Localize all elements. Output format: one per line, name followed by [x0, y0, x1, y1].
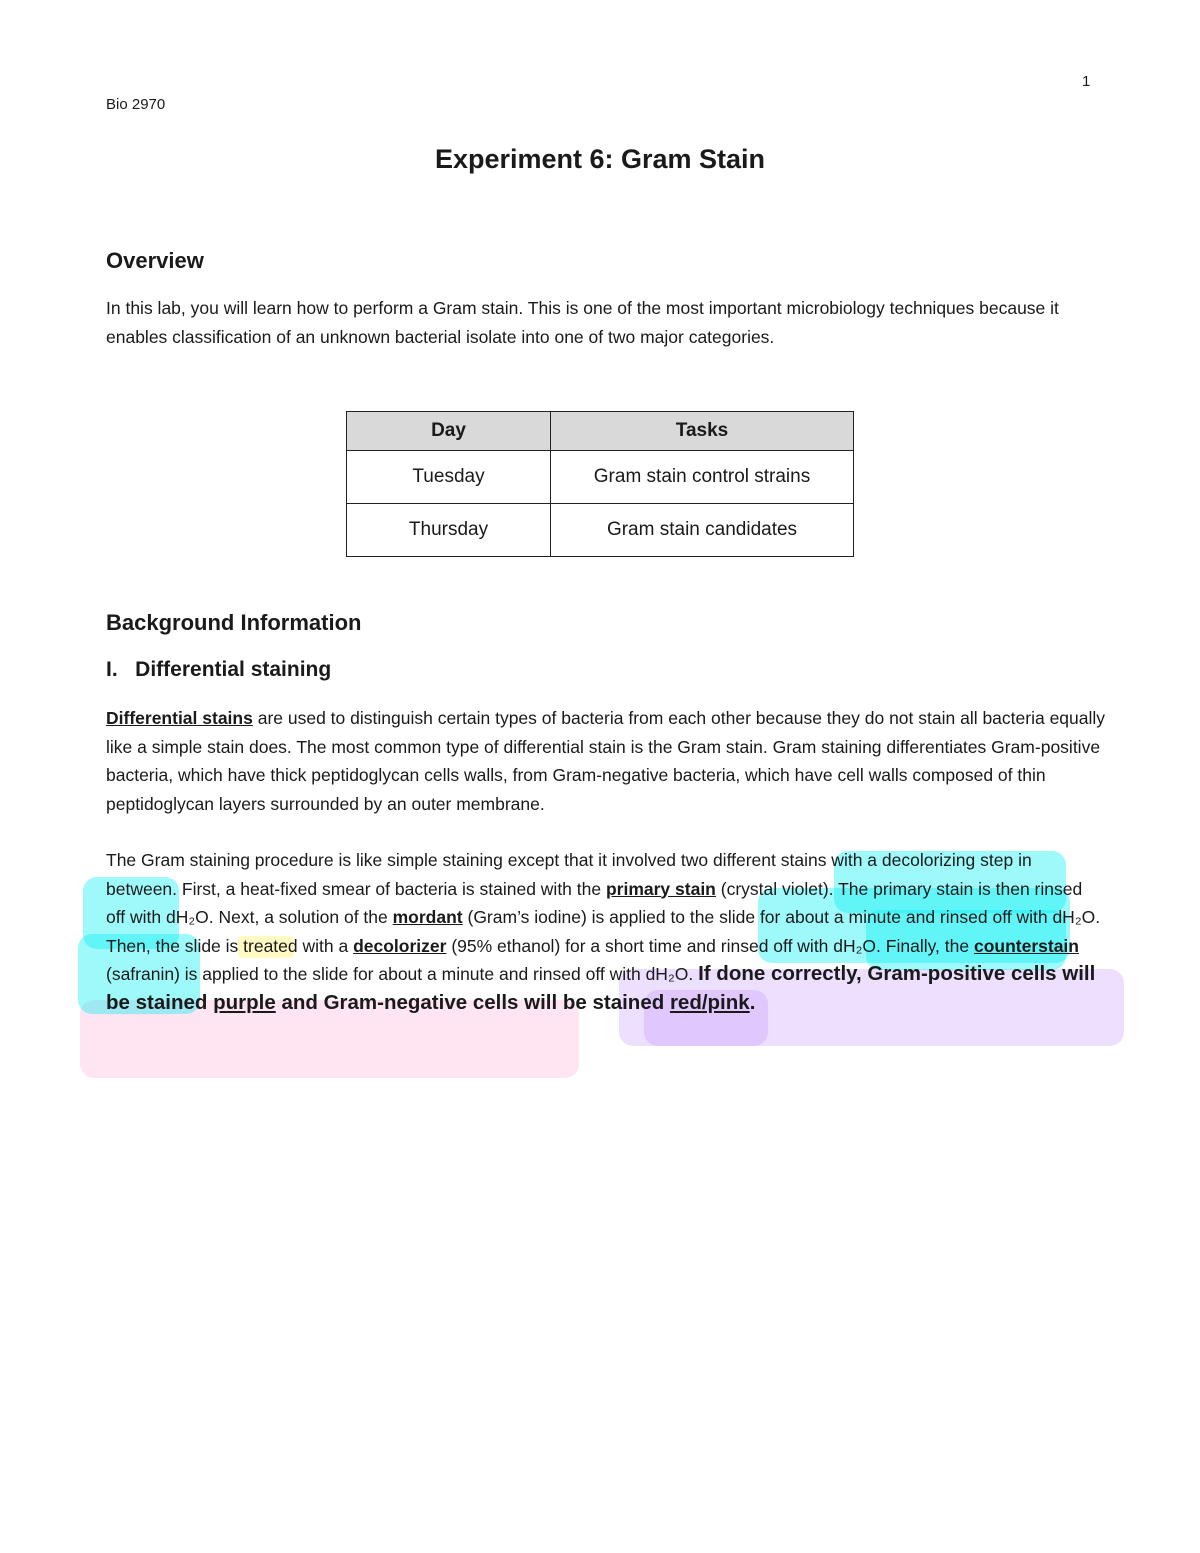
paragraph-text: (Gram’s iodine) is applied to the slide for: [462, 907, 786, 927]
document-title: Experiment 6: Gram Stain: [434, 144, 766, 174]
paragraph-text: (95% ethanol) for a short time and rinsed off with dH₂O. Finally, the: [446, 935, 974, 956]
gram-procedure-paragraph: [106, 846, 1106, 1017]
overview-paragraph: In this lab, you will learn how to perform a Gram stain. This is one of the most important microbiology techniques because it enables classification of an unknown bacterial isolate into one of two major categories.: [106, 298, 1059, 347]
course-header: Bio 2970: [106, 96, 166, 113]
paragraph-text: The Gram staining procedure is like simple staining except that it involved two different stains with a decolorizing step in between. First, a heat-fixed smear of bacteria is stained with the: [106, 850, 1032, 899]
schedule-table: [346, 411, 854, 557]
word-about: about: [785, 907, 830, 927]
term-mordant: mordant: [392, 907, 463, 927]
table-cell-task: Gram stain candidates: [551, 504, 854, 557]
column-header-tasks: Tasks: [551, 412, 854, 451]
color-purple-label: purple: [213, 990, 276, 1014]
color-red-pink-label: red/pink: [669, 990, 750, 1014]
paragraph-text: are used to distinguish certain types of bacteria from each other because they do not stain all bacteria equally like a simple stain does. The most common type of differential stain is the Gram stain. Gram staining differentiates Gram-positive bacteria, which have thick peptidoglycan cells walls, from Gram-negative bacteria, which have cell walls composed of thin peptidoglycan layers surrounded by an outer membrane.: [106, 708, 1106, 814]
table-row: [347, 451, 854, 504]
result-text: .: [749, 990, 756, 1014]
background-heading: Background Information: [106, 610, 362, 635]
table-cell-task: Gram stain control strains: [551, 451, 854, 504]
column-header-day: Day: [347, 412, 551, 451]
term-primary-stain: primary stain: [605, 878, 716, 899]
term-differential-stains: Differential stains: [106, 708, 253, 728]
table-row: [347, 504, 854, 557]
paragraph-text: (safranin) is applied to the slide for about a minute and rinsed off with dH₂O.: [106, 964, 699, 984]
result-text: If done correctly, Gram-positive cells will be stained: [106, 962, 1096, 1014]
subsection-heading: I. Differential staining: [106, 658, 332, 681]
table-cell-day: Thursday: [347, 504, 551, 557]
page-number: 1: [1082, 73, 1091, 90]
differential-stains-paragraph: [106, 704, 1106, 818]
paragraph-text: (crystal violet). The primary stain is then rinsed off with dH₂O. Next, a solution of the: [106, 878, 1083, 927]
table-cell-day: Tuesday: [347, 451, 551, 504]
result-text: and Gram-negative cells will be stained: [275, 990, 670, 1014]
paragraph-text: a minute and rinsed off with dH₂O. Then, the slide is treated with a: [106, 907, 1101, 956]
term-decolorizer: decolorizer: [353, 935, 447, 956]
term-counterstain: counterstain: [973, 935, 1079, 956]
overview-heading: Overview: [106, 248, 204, 273]
table-header-row: [347, 412, 854, 451]
